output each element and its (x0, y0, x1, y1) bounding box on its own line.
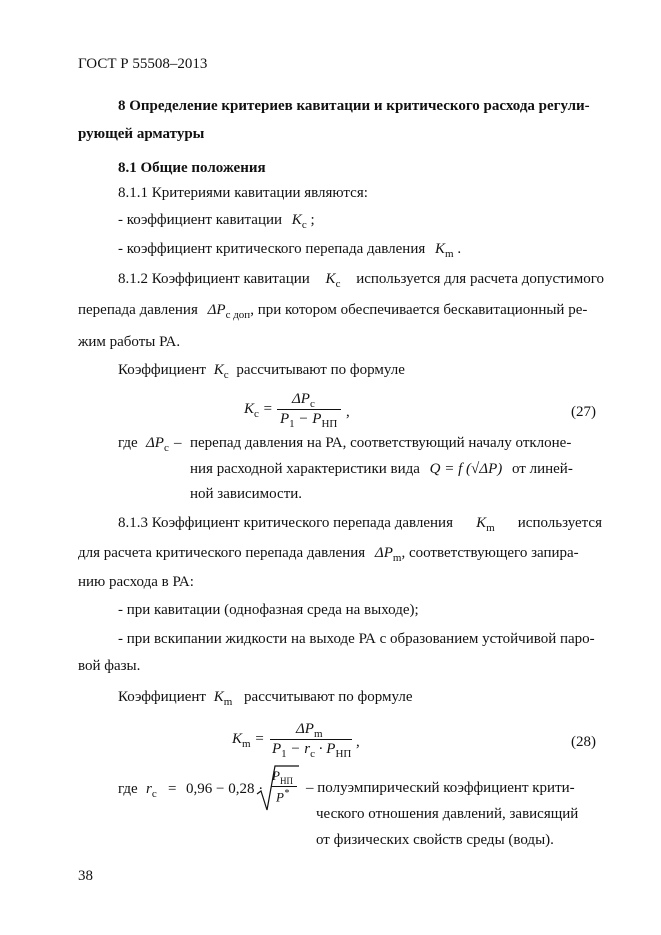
paragraph-811: 8.1.1 Критериями кавитации являются: (118, 185, 368, 201)
p813-line2 (78, 545, 604, 562)
symbol-km-inline: $K_m$ (476, 515, 495, 534)
where28-line1: – полуэмпирический коэффициент крити- (306, 780, 575, 796)
p812-line3: жим работы РА. (78, 334, 181, 350)
eq27-comma: , (346, 404, 350, 420)
kc-intro-a: Коэффициент (118, 362, 206, 378)
bullet-boiling-line1: - при вскипании жидкости на выходе РА с образованием устойчивой паро- (118, 631, 595, 647)
item1-text: - коэффициент кавитации (118, 212, 283, 228)
where27-l2a: ния расходной характеристики вида (190, 461, 420, 477)
symbol-kc: $K_c$ (291, 212, 307, 231)
symbol-dpm: $\Delta P_m$ (374, 545, 402, 564)
item2-text: - коэффициент критического перепада давления (118, 241, 426, 257)
where28-equals: = (168, 781, 177, 797)
eq27-lhs: $K_c$ = (244, 401, 273, 420)
p813-line3: нию расхода в РА: (78, 574, 194, 590)
bullet-boiling-line2: вой фазы. (78, 658, 141, 674)
p812-l2b: , при котором обеспечивается бескавитационный ре- (250, 302, 588, 318)
document-header: ГОСТ Р 55508–2013 (78, 56, 208, 72)
subsection-title: 8.1 Общие положения (118, 160, 266, 176)
where27-symbol: $\Delta P_c$ (146, 435, 169, 454)
eq27-fraction-bar (277, 409, 341, 410)
where28-label: где (118, 781, 138, 797)
where27-l2b: от линей- (511, 461, 573, 477)
item-cavitation-coefficient: - коэффициент кавитации $K_c$ ; (118, 212, 315, 231)
eq28-comma: , (356, 734, 360, 750)
symbol-kc-inline: $K_c$ (325, 271, 341, 290)
item-critical-coefficient: - коэффициент критического перепада давления $K_m$ . (118, 241, 462, 260)
km-intro-b: рассчитывают по формуле (244, 689, 413, 705)
where28-line2: ческого отношения давлений, зависящий (316, 806, 579, 822)
section-title-line2: рующей арматуры (78, 126, 205, 142)
symbol-dpc-dop: $\Delta P_{с доп}$ (207, 302, 251, 321)
bullet-cavitation: - при кавитации (однофазная среда на выходе); (118, 602, 419, 618)
page-number: 38 (78, 868, 93, 884)
symbol-km: $K_m$ (435, 241, 454, 260)
p813-l2b: , соответствующего запира- (401, 545, 579, 561)
p812-l1b: используется для расчета допустимого (356, 271, 604, 287)
p813-line1 (118, 515, 602, 532)
eq27-number: (27) (571, 404, 596, 420)
where28-expression: 0,96 − 0,28 · (186, 781, 264, 797)
where28-line3: от физических свойств среды (воды). (316, 832, 554, 848)
where27-line2 (190, 461, 573, 478)
p813-l2a: для расчета критического перепада давления (78, 545, 366, 561)
eq28-denominator: $P_1 - r_c \cdot P_{НП}$ (272, 741, 352, 760)
where27-dash: – (174, 435, 182, 451)
where28-radical-fraction-bar (271, 786, 297, 787)
symbol-kc-intro: $K_c$ (213, 362, 229, 381)
eq28-lhs: $K_m$ = (232, 731, 265, 750)
where27-line3: ной зависимости. (190, 486, 303, 502)
where27-label: где (118, 435, 138, 451)
p812-l1a: 8.1.2 Коэффициент кавитации (118, 271, 310, 287)
p812-line2 (78, 302, 604, 319)
eq28-fraction-bar (270, 739, 352, 740)
where27-formula: Q = f (√ΔP) (429, 461, 503, 477)
where28-symbol: $r_c$ (146, 781, 157, 800)
eq27-denominator: $P_1 - P_{НП}$ (280, 411, 338, 430)
km-intro-a: Коэффициент (118, 689, 206, 705)
eq28-number: (28) (571, 734, 596, 750)
section-title-line1: 8 Определение критериев кавитации и критического расхода регули- (118, 98, 590, 114)
km-intro (118, 689, 413, 706)
p812-l2a: перепада давления (78, 302, 198, 318)
kc-intro (118, 362, 405, 379)
p813-l1a: 8.1.3 Коэффициент критического перепада давления (118, 515, 453, 531)
kc-intro-b: рассчитывают по формуле (236, 362, 405, 378)
eq27-numerator: $\Delta P_c$ (292, 391, 315, 410)
p812-line1 (118, 271, 604, 288)
where28-radical-numerator: $P_{НП}$ (272, 768, 293, 786)
where28-radical-denominator: P* (276, 788, 289, 805)
p813-l1b: используется (517, 515, 602, 531)
symbol-km-intro: $K_m$ (213, 689, 233, 708)
where27-line1: перепад давления на РА, соответствующий началу отклоне- (190, 435, 572, 451)
eq28-numerator: $\Delta P_m$ (296, 721, 323, 740)
